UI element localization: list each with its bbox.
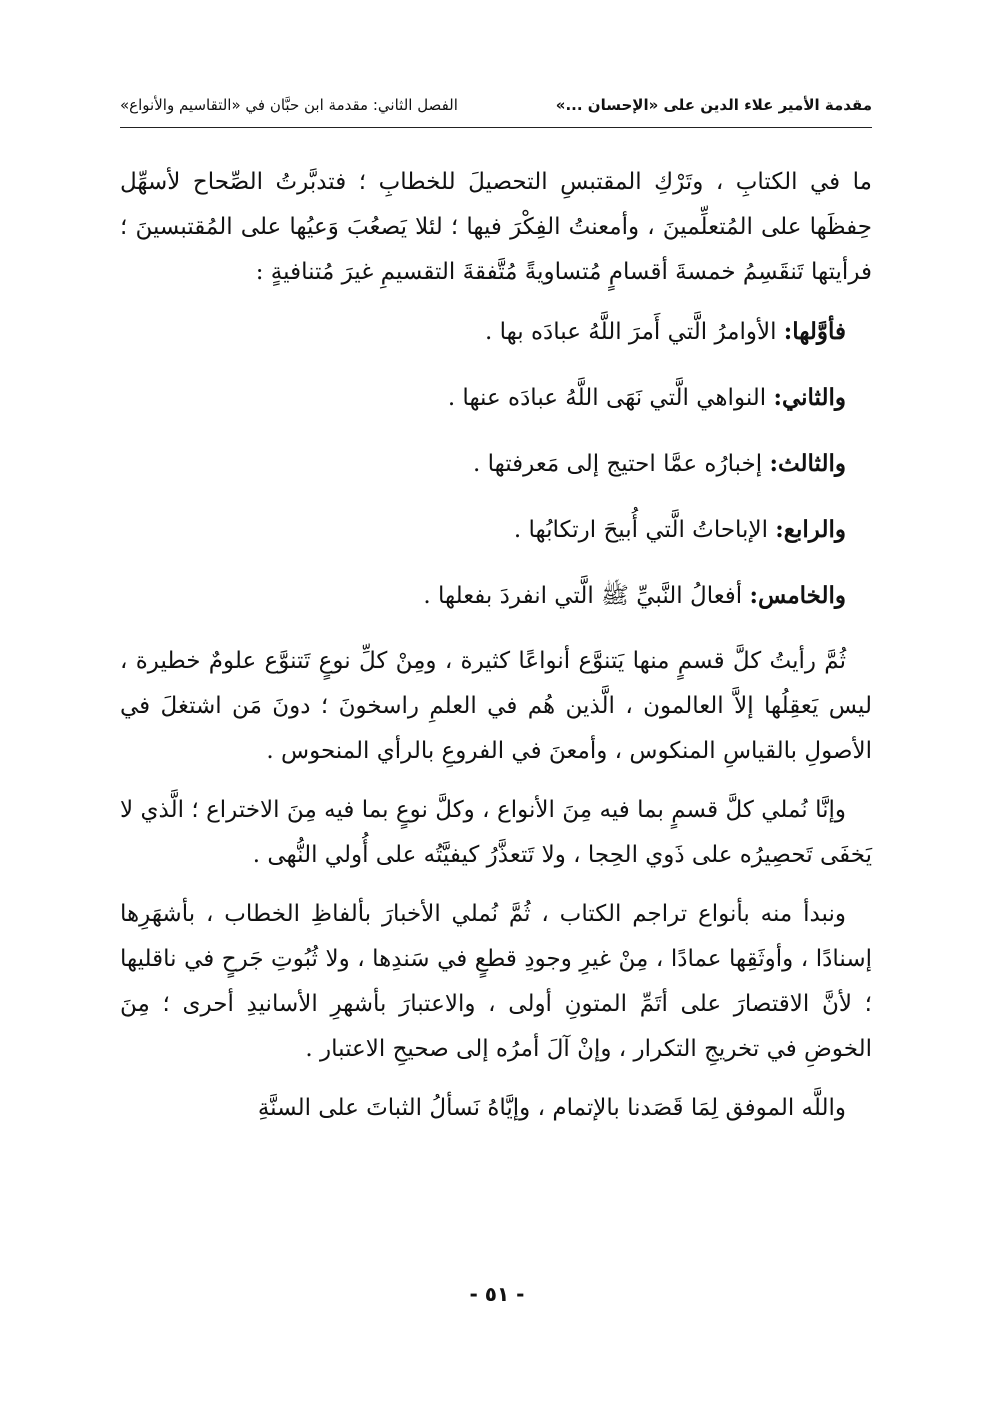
list-text: الإباحاتُ الَّتي أُبيحَ ارتكابُها .: [513, 517, 768, 543]
running-header: [120, 92, 872, 122]
list-label: والثالث:: [769, 450, 846, 477]
list-item-fourth: [120, 507, 846, 553]
list-item-second: [120, 375, 846, 421]
paragraph-closing: واللَّه الموفق لِمَا قَصَدنا بالإتمام ، وإيَّاهُ نَسألُ الثباتَ على السنَّةِ: [257, 1095, 846, 1121]
page-body: [120, 160, 872, 1145]
list-text: إخبارُه عمَّا احتيج إلى مَعرفتها .: [472, 451, 763, 477]
header-book-title: مقدمة الأمير علاء الدين على «الإحسان ...»: [555, 96, 872, 114]
header-chapter-title: الفصل الثاني: مقدمة ابن حبَّان في «التقاسيم والأنواع»: [120, 96, 458, 114]
list-label: والرابع:: [775, 516, 846, 543]
header-divider: [120, 127, 872, 128]
list-item-third: [120, 441, 846, 487]
paragraph-intro: ما في الكتابِ ، وتَرْكِ المقتبسِ التحصيلَ للخطابِ ؛ فتدبَّرتُ الصِّحاح لأسهِّل حِفظَها على المُتعلِّمينَ ، وأمعنتُ الفِكْرَ فيها ؛ لئلا يَصعُبَ وَعيُها على المُقتبسينَ ؛ فرأيتها تَنقَسِمُ خمسةَ أقسامٍ مُتساويةً مُتَّفقةَ التقسيمِ غيرَ مُتنافيةٍ :: [120, 169, 872, 285]
list-label: والخامس:: [749, 582, 846, 609]
list-text: النواهي الَّتي نَهَى اللَّهُ عبادَه عنها .: [447, 385, 767, 411]
paragraph-dictation: وإنَّا نُملي كلَّ قسمٍ بما فيه مِنَ الأنواع ، وكلَّ نوعٍ بما فيه مِنَ الاختراع ؛ الَّذي لا يَخفَى تَحصِيرُه على ذَوي الحِجا ، ولا تَتعذَّرُ كيفيَّتُه على أُولي النُّهى .: [120, 797, 872, 868]
list-label: والثاني:: [773, 384, 846, 411]
list-label: فأوَّلها:: [783, 318, 846, 345]
list-item-fifth: [120, 573, 846, 619]
paragraph-method: ونبدأ منه بأنواع تراجم الكتاب ، ثُمَّ نُملي الأخبارَ بألفاظِ الخطاب ، بأشهَرِها إسنادًا ، وأوثَقِها عمادًا ، مِنْ غيرِ وجودِ قطعٍ في سَندِها ، ولا ثُبُوتِ جَرحٍ في ناقليها ؛ لأنَّ الاقتصارَ على أتَمِّ المتونِ أولى ، والاعتبارَ بأشهرِ الأسانيدِ أحرى ؛ مِنَ الخوضِ في تخريجِ التكرار ، وإنْ آلَ أمرُه إلى صحيحِ الاعتبار .: [120, 901, 872, 1062]
paragraph-types: ثُمَّ رأيتُ كلَّ قسمٍ منها يَتنوَّع أنواعًا كثيرة ، ومِنْ كلِّ نوعٍ تَتنوَّع علومٌ خطيرة ، ليس يَعقِلُها إلاَّ العالمون ، الَّذين هُم في العلمِ راسخونَ ؛ دونَ مَن اشتغلَ في الأصولِ بالقياسِ المنكوس ، وأمعنَ في الفروعِ بالرأي المنحوس .: [120, 648, 872, 764]
list-text: أفعالُ النَّبيِّ ﷺ الَّتي انفردَ بفعلها .: [423, 583, 743, 609]
page-number: - ٥١ -: [469, 1282, 525, 1306]
list-item-first: [120, 309, 846, 355]
list-text: الأوامرُ الَّتي أَمرَ اللَّهُ عبادَه بها .: [485, 319, 777, 345]
